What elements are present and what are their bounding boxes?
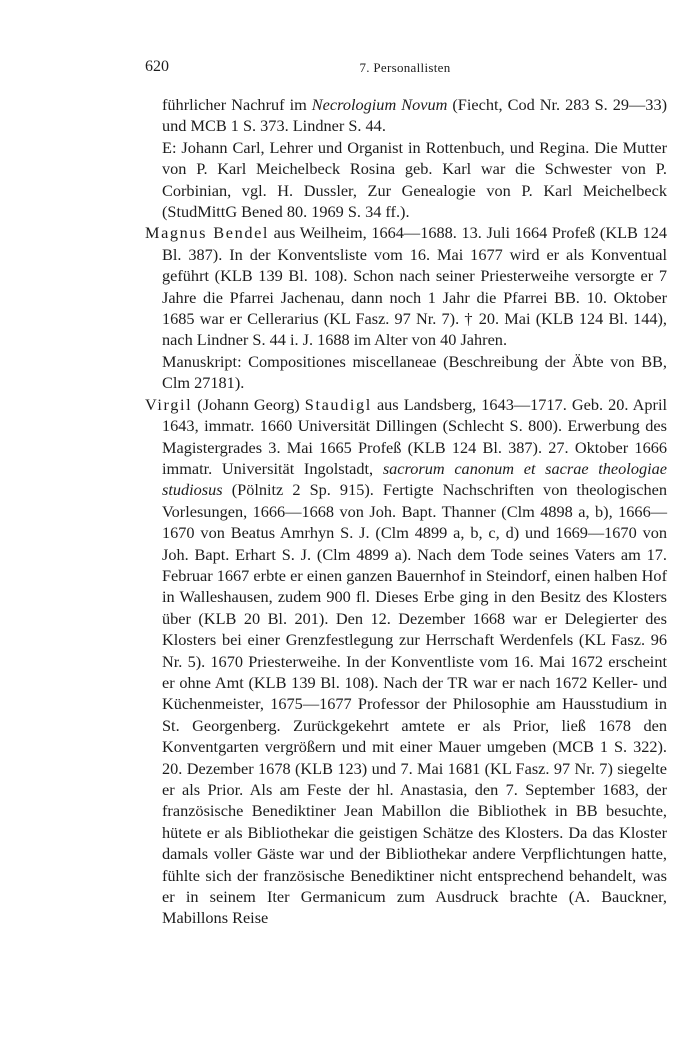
manuscript-note: Manuskript: Compositiones miscellaneae (Beschreibung der Äbte von BB, Clm 27181). [162,351,667,393]
entry-bendel [145,222,667,350]
page-header [145,58,665,82]
entry-staudigl [145,394,667,929]
intro-text-c: (Fiecht, Cod Nr. 283 S. 29—33) und MCB 1 S. 373. Lindner S. 44. [162,95,668,136]
intro-text-italic: Necrologium Novum [311,95,448,114]
entry-text-1: aus Landsberg, 1643—1717. Geb. 20. April 1643, immatr. 1660 Universität Dillingen (Schlecht S. 800). Erwerbung des Magistergrades 3. Mai 1665 Profeß (KLB 124 Bl. 387). 27. Oktober 1666 immatr. Universität Ingolstadt, [162,394,667,478]
intro-paragraph [145,94,667,137]
entry-text-italic: sacrorum canonum et sacrae theologiae studiosus [162,458,667,500]
running-title: 7. Personallisten [359,60,451,75]
person-first-name: Virgil [145,394,193,414]
intro-text-a: führlicher Nachruf im [162,95,312,114]
entry-text: aus Weilheim, 1664—1688. 13. Juli 1664 Profeß (KLB 124 Bl. 387). In der Konventsliste vom 16. Mai 1677 wird er als Konventual geführt (KLB 139 Bl. 108). Schon nach seiner Priesterweihe versorgte er 7 Jahre die Pfarrei Jachenau, dann noch 1 Jahr die Pfarrei BB. 10. Oktober 1685 war er Cellerarius (KL Fasz. 97 Nr. 7). † 20. Mai (KLB 124 Bl. 144), nach Lindner S. 44 i. J. 1688 im Alter von 40 Jahren. [162,223,667,350]
page-body [145,94,667,929]
person-surname: Staudigl [304,394,372,414]
page-number: 620 [145,58,169,75]
person-name: Magnus Bendel [145,223,270,243]
person-baptismal-name: (Johann Georg) [192,394,305,414]
family-note: E: Johann Carl, Lehrer und Organist in Rottenbuch, und Regina. Die Mutter von P. Karl Meichelbeck Rosina geb. Karl war die Schwester von P. Corbinian, vgl. H. Dussler, Zur Genealogie von P. Karl Meichelbeck (StudMittG Bened 80. 1969 S. 34 ff.). [162,137,667,222]
entry-text-3: (Pölnitz 2 Sp. 915). Fertigte Nachschriften von theologischen Vorlesungen, 1666—1668 von Joh. Bapt. Thanner (Clm 4898 a, b), 1666—1670 von Beatus Amrhyn S. J. (Clm 4899 a, b, c, d) und 1669—1670 von Joh. Bapt. Erhart S. J. (Clm 4899 a). Nach dem Tode seines Vaters am 17. Februar 1667 erbte er einen ganzen Bauernhof in Steindorf, einen halben Hof in Walleshausen, zudem 900 fl. Dieses Erbe ging in den Besitz des Klosters über (KLB 20 Bl. 201). Den 12. Dezember 1668 war er Delegierter des Klosters bei einer Grenzfestlegung zur Herrschaft Werdenfels (KL Fasz. 96 Nr. 5). 1670 Priesterweihe. In der Konventliste vom 16. Mai 1672 erscheint er ohne Amt (KLB 139 Bl. 108). Nach der TR war er nach 1672 Keller- und Küchenmeister, 1675—1677 Professor der Philosophie am Hausstudium in St. Georgenberg. Zurückgekehrt amtete er als Prior, ließ 1678 den Konventgarten vergrößern und mit einer Mauer umgeben (MCB 1 S. 322). 20. Dezember 1678 (KLB 123) und 7. Mai 1681 (KL Fasz. 97 Nr. 7) siegelte er als Prior. Als am Feste der hl. Anastasia, den 7. September 1683, der französische Benediktiner Jean Mabillon die Bibliothek in BB besuchte, hütete er als Bibliothekar die geistigen Schätze des Klosters. Da das Kloster damals voller Gäste war und der Bibliothekar andere Verpflichtungen hatte, fühlte sich der französische Benediktiner nicht entsprechend behandelt, was er in seinem Iter Germanicum zum Ausdruck brachte (A. Bauckner, Mabillons Reise [162,480,667,928]
